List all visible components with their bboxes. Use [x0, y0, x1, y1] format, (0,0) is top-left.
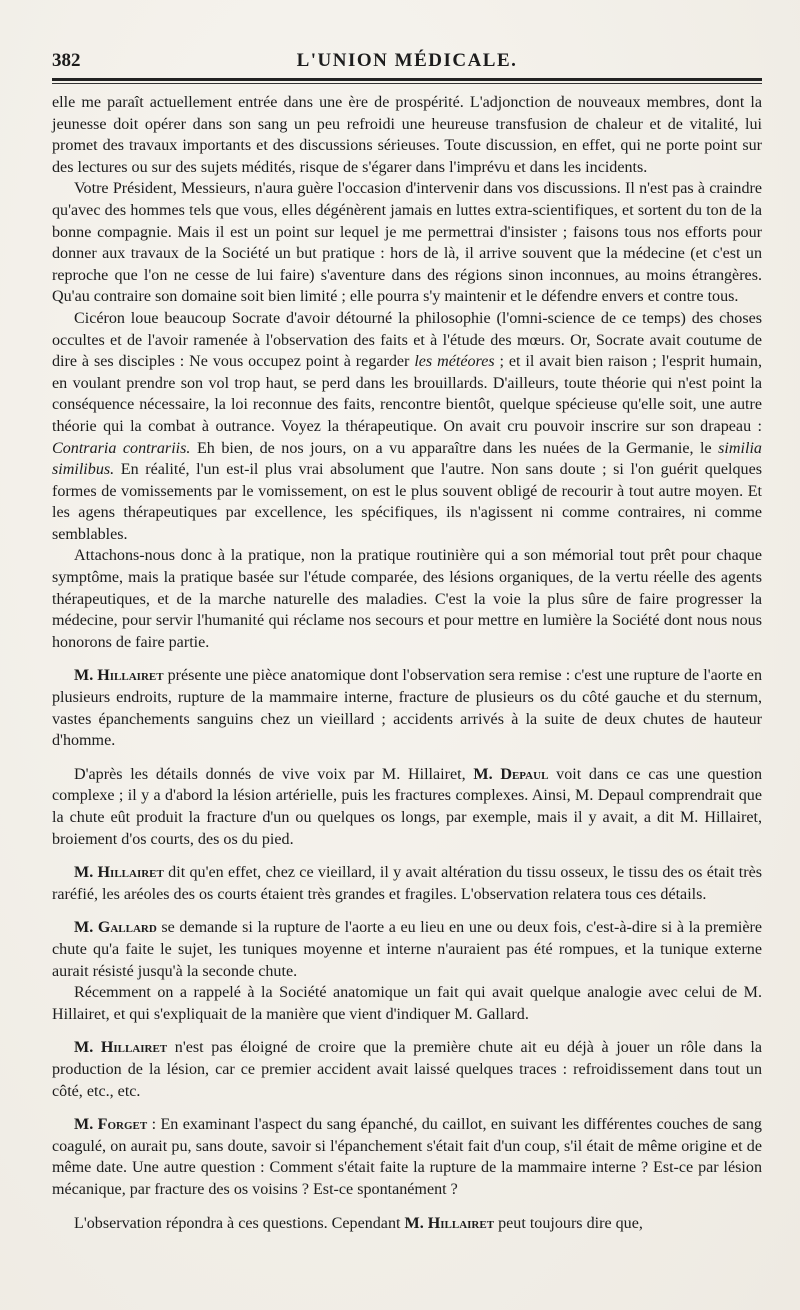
- italic-phrase: similia similibus.: [52, 439, 762, 479]
- paragraph: Récemment on a rappelé à la Société anatomique un fait qui avait quelque analogie avec celui de M. Hillairet, et qui s'expliquait de la manière que vient d'indiquer M. Gallard.: [52, 984, 762, 1023]
- paragraph: M. Hillairet présente une pièce anatomique dont l'observation sera remise : c'est une rupture de l'aorte en plusieurs endroits, rupture de la mammaire interne, fracture de plusieurs os du côté gauche et du sternum, vastes épanchements sanguins chez un vieillard ; accidents arrivés à la suite de deux chutes de hauteur d'homme.: [52, 667, 762, 750]
- paragraph: elle me paraît actuellement entrée dans une ère de prospérité. L'adjonction de nouveaux membres, dont la jeunesse doit opérer dans son sang un peu refroidi une heureuse transfusion de chaleur et de vitalité, lui promet des travaux importants et des discussions sérieuses. Toute discussion, en effet, qui ne porte point sur des lectures ou sur des sujets médités, risque de s'égarer dans l'imprévu et dans les incidents.: [52, 94, 762, 176]
- speaker-name: M. Gallard: [74, 919, 157, 937]
- body-text: [52, 92, 762, 1234]
- paragraph: M. Hillairet dit qu'en effet, chez ce vieillard, il y avait altération du tissu osseux, le tissu des os était très raréfié, les aréoles des os courts étaient très grandes et fragiles. L'observation relatera tous ces détails.: [52, 864, 763, 903]
- speaker-name: M. Forget: [74, 1116, 148, 1134]
- header-rule-thin: [52, 83, 762, 84]
- italic-phrase: Contraria contrariis.: [52, 439, 191, 457]
- paragraph: Attachons-nous donc à la pratique, non la pratique routinière qui a son mémorial tout prêt pour chaque symptôme, mais la pratique basée sur l'étude comparée, des lésions organiques, de la vertu réelle des agents thérapeutiques, et de la marche naturelle des maladies. C'est la voie la plus sûre de faire progresser la médecine, pour servir l'humanité qui réclame nos secours et pour mettre en lumière la Société dont nous nous honorons de faire partie.: [52, 547, 762, 651]
- paragraph: M. Gallard se demande si la rupture de l'aorte a eu lieu en une ou deux fois, c'est-à-dire si à la première chute qu'a faite le sujet, les tuniques moyenne et interne n'auraient pas été rompues, et la tunique externe aurait résisté jusqu'à la seconde chute.: [52, 919, 762, 980]
- speaker-name: M. Hillairet: [74, 864, 164, 882]
- speaker-name: M. Hillairet: [74, 667, 164, 685]
- journal-title: L'UNION MÉDICALE.: [296, 50, 518, 71]
- speaker-name: M. Depaul: [473, 765, 549, 783]
- paragraph: Cicéron loue beaucoup Socrate d'avoir détourné la philosophie (l'omni-science de ce temps) des choses occultes et de l'avoir ramenée à l'observation des faits et à l'étude des mœurs. Or, Socrate avait coutume de dire à ses disciples : Ne vous occupez point à regarder les météores ; et il avait bien raison ; l'esprit humain, en voulant prendre son vol trop haut, se perd dans les brouillards. D'ailleurs, toute théorie qui n'est point la conséquence nécessaire, la loi reconnue des faits, rencontre bientôt, quelque spécieuse qu'elle soit, une autre théorie qui la combat à outrance. Voyez la thérapeutique. On avait cru pouvoir inscrire sur son drapeau : Contraria contrariis. Eh bien, de nos jours, on a vu apparaître dans les nuées de la Germanie, le similia similibus. En réalité, l'un est-il plus vrai absolument que l'autre. Non sans doute ; si l'on guérit quelques formes de vomissements par le vomissement, on est le plus souvent obligé de recourir à tout autre moyen. Et les agens thérapeutiques par excellence, les spécifiques, ils n'agissent ni comme contraires, ni comme semblables.: [52, 309, 763, 543]
- speaker-name: M. Hillairet: [74, 1039, 168, 1057]
- speaker-name: M. Hillairet: [404, 1214, 495, 1232]
- paragraph: L'observation répondra à ces questions. Cependant M. Hillairet peut toujours dire que,: [74, 1214, 643, 1232]
- paragraph: D'après les détails donnés de vive voix par M. Hillairet, M. Depaul voit dans ce cas une question complexe ; il y a d'abord la lésion artérielle, puis les fractures complexes. Ainsi, M. Depaul comprendrait que la chute eût produit la fracture d'un ou quelques os longs, par exemple, mais il y avait, a dit M. Hillairet, broiement d'os courts, des os du pied.: [52, 765, 762, 848]
- header-rule: [52, 78, 762, 81]
- page-number: 382: [52, 50, 81, 71]
- paragraph: M. Forget : En examinant l'aspect du sang épanché, du caillot, en suivant les différentes couches de sang coagulé, on aurait pu, sans doute, savoir si l'épanchement s'était fait d'un coup, s'il était de même origine et de même date. Une autre question : Comment s'était faite la rupture de la mammaire interne ? Est-ce par lésion mécanique, par fracture des os voisins ? Est-ce spontanément ?: [52, 1116, 762, 1198]
- paragraph: M. Hillairet n'est pas éloigné de croire que la première chute ait eu déjà à jouer un rôle dans la production de la lésion, car ce premier accident avait laissé quelques traces : refroidissement dans tout un côté, etc., etc.: [52, 1039, 762, 1100]
- running-head: [52, 44, 762, 74]
- italic-phrase: les météores: [414, 353, 495, 371]
- paragraph: Votre Président, Messieurs, n'aura guère l'occasion d'intervenir dans vos discussions. Il n'est pas à craindre qu'avec des hommes tels que vous, elles dégénèrent jamais en luttes extra-scientifiques, et sortent du ton de la bonne compagnie. Mais il est un point sur lequel je me permettrai d'insister ; faisons tous nos efforts pour donner aux travaux de la Société un but pratique : hors de là, il arrive souvent que la médecine (et c'est un reproche que l'on ne cesse de lui faire) s'aventure dans des régions sinon inconnues, au moins étrangères. Qu'au contraire son domaine soit bien limité ; elle pourra s'y maintenir et le défendre envers et contre tous.: [52, 180, 762, 306]
